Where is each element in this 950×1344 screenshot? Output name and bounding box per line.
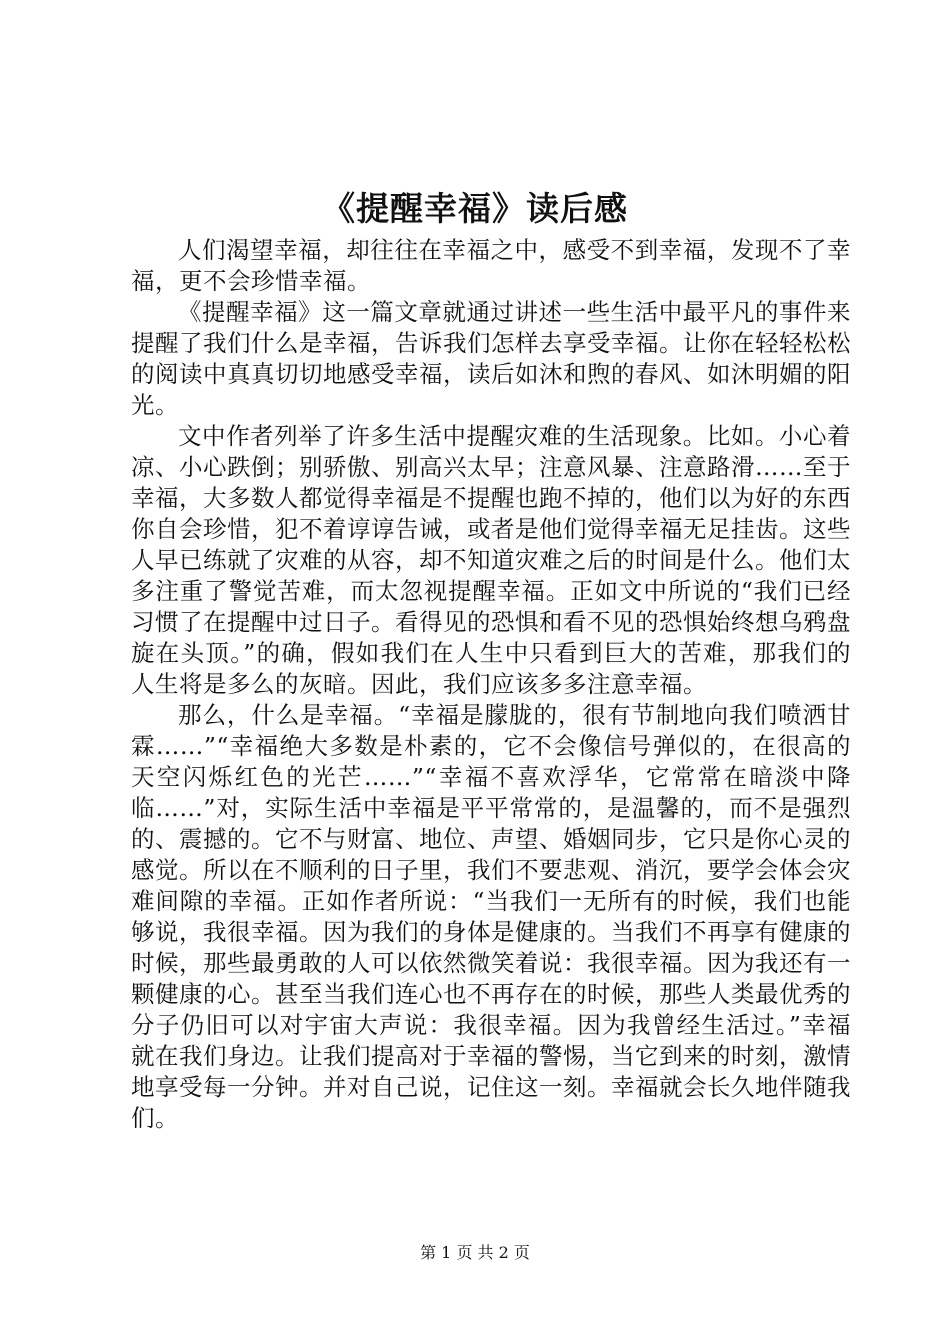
document-title: 《提醒幸福》读后感 xyxy=(322,189,628,228)
paragraph-1: 人们渴望幸福，却往往在幸福之中，感受不到幸福，发现不了幸福，更不会珍惜幸福。 xyxy=(131,236,851,295)
paragraph-3: 文中作者列举了许多生活中提醒灾难的生活现象。比如。小心着凉、小心跌倒；别骄傲、别高兴太早；注意风暴、注意路滑……至于幸福，大多数人都觉得幸福是不提醒也跑不掉的，他们以为好的东西你自会珍惜，犯不着谆谆告诫，或者是他们觉得幸福无足挂齿。这些人早已练就了灾难的从容，却不知道灾难之后的时间是什么。他们太多注重了警觉苦难，而太忽视提醒幸福。正如文中所说的“我们已经习惯了在提醒中过日子。看得见的恐惧和看不见的恐惧始终想乌鸦盘旋在头顶。”的确，假如我们在人生中只看到巨大的苦难，那我们的人生将是多么的灰暗。因此，我们应该多多注意幸福。 xyxy=(131,422,851,698)
paragraph-2: 《提醒幸福》这一篇文章就通过讲述一些生活中最平凡的事件来提醒了我们什么是幸福，告诉我们怎样去享受幸福。让你在轻轻松松的阅读中真真切切地感受幸福，读后如沐和煦的春风、如沐明媚的阳光。 xyxy=(131,298,851,419)
page-footer: 第 1 页 共 2 页 xyxy=(420,1243,530,1262)
paragraph-4: 那么，什么是幸福。“幸福是朦胧的，很有节制地向我们喷洒甘霖……”“幸福绝大多数是朴素的，它不会像信号弹似的，在很高的天空闪烁红色的光芒……”“幸福不喜欢浮华，它常常在暗淡中降临……”对，实际生活中幸福是平平常常的，是温馨的，而不是强烈的、震撼的。它不与财富、地位、声望、婚姻同步，它只是你心灵的感觉。所以在不顺利的日子里，我们不要悲观、消沉，要学会体会灾难间隙的幸福。正如作者所说：“当我们一无所有的时候，我们也能够说，我很幸福。因为我们的身体是健康的。当我们不再享有健康的时候，那些最勇敢的人可以依然微笑着说：我很幸福。因为我还有一颗健康的心。甚至当我们连心也不再存在的时候，那些人类最优秀的分子仍旧可以对宇宙大声说：我很幸福。因为我曾经生活过。”幸福就在我们身边。让我们提高对于幸福的警惕，当它到来的时刻，激情地享受每一分钟。并对自己说，记住这一刻。幸福就会长久地伴随我们。 xyxy=(131,701,851,1132)
document-body xyxy=(131,235,851,1134)
